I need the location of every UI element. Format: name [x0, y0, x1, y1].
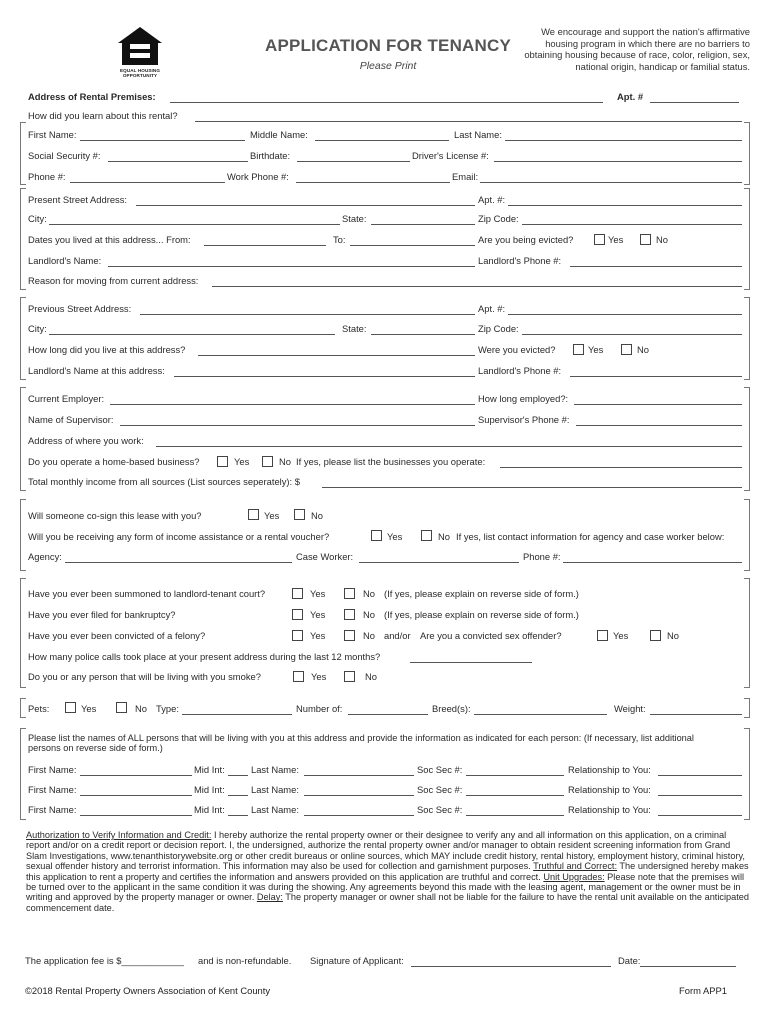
agency-phone-label: Phone #:: [523, 551, 561, 562]
pets-yes-label: Yes: [81, 703, 97, 714]
reason-moving-label: Reason for moving from current address:: [28, 275, 199, 286]
bankruptcy-no-label: No: [363, 609, 375, 620]
present-street-row: [28, 194, 742, 208]
applicant-id-row: [28, 150, 742, 164]
pet-type-field[interactable]: [182, 714, 292, 715]
court-label: Have you ever been summoned to landlord-tenant court?: [28, 588, 266, 599]
home-business-row: [28, 456, 742, 470]
section-bracket-right: [744, 387, 750, 491]
pet-type-label: Type:: [156, 703, 179, 714]
police-calls-label: How many police calls took place at your present address during the last 12 months?: [28, 651, 381, 662]
agency-phone-field[interactable]: [563, 562, 742, 563]
and-or-label: and/or: [384, 630, 411, 641]
supervisor-name-label: Name of Supervisor:: [28, 414, 114, 425]
section-bracket-left: [20, 728, 26, 820]
person-soc-sec-label: Soc Sec #:: [417, 804, 463, 815]
monthly-income-label: Total monthly income from all sources (List sources seperately): $: [28, 476, 300, 487]
form-id: Form APP1: [679, 985, 727, 996]
supervisor-phone-field[interactable]: [576, 425, 742, 426]
previous-landlord-row: [28, 365, 742, 379]
person-first-name-label: First Name:: [28, 804, 77, 815]
smoke-row: [28, 671, 742, 685]
signature-date-field[interactable]: [640, 966, 736, 967]
previous-state-field[interactable]: [371, 334, 475, 335]
sex-offender-yes-label: Yes: [613, 630, 629, 641]
pet-weight-label: Weight:: [614, 703, 646, 714]
person-relationship-field[interactable]: [658, 815, 742, 816]
non-refundable-label: and is non-refundable.: [198, 955, 292, 966]
drivers-license-label: Driver's License #:: [412, 150, 489, 161]
previous-street-row: [28, 303, 742, 317]
present-dates-row: [28, 234, 742, 248]
pet-number-field[interactable]: [348, 714, 428, 715]
section-bracket-right: [744, 122, 750, 185]
home-business-no-checkbox[interactable]: [262, 456, 273, 467]
email-field[interactable]: [480, 182, 742, 183]
work-address-field[interactable]: [156, 446, 742, 447]
section-bracket-left: [20, 188, 26, 290]
cosign-no-checkbox[interactable]: [294, 509, 305, 520]
middle-name-field[interactable]: [315, 140, 449, 141]
pets-yes-checkbox[interactable]: [65, 702, 76, 713]
present-city-label: City:: [28, 213, 47, 224]
person-first-name-field[interactable]: [80, 775, 192, 776]
birthdate-field[interactable]: [297, 161, 410, 162]
signature-date-label: Date:: [618, 955, 641, 966]
how-long-lived-field[interactable]: [198, 355, 475, 356]
smoke-no-checkbox[interactable]: [344, 671, 355, 682]
person-soc-sec-label: Soc Sec #:: [417, 784, 463, 795]
voucher-no-checkbox[interactable]: [421, 530, 432, 541]
sex-offender-label: Are you a convicted sex offender?: [420, 630, 562, 641]
employer-row: [28, 393, 742, 407]
cosign-yes-label: Yes: [264, 510, 280, 521]
voucher-row: [28, 531, 742, 545]
police-calls-field[interactable]: [410, 662, 532, 663]
cosign-row: [28, 510, 742, 524]
email-label: Email:: [452, 171, 479, 182]
persons-instructions: Please list the names of ALL persons that will be living with you at this address and provide the information as indicated for each person: (If necessary, list additional persons on reverse side of form.): [28, 733, 694, 754]
equal-housing-logo: [114, 26, 166, 78]
section-bracket-left: [20, 499, 26, 571]
being-evicted-yes-checkbox[interactable]: [594, 234, 605, 245]
being-evicted-no-checkbox[interactable]: [640, 234, 651, 245]
present-landlord-row: [28, 255, 742, 269]
signature-field[interactable]: [411, 966, 611, 967]
person-relationship-label: Relationship to You:: [568, 784, 651, 795]
dates-from-label: Dates you lived at this address... From:: [28, 234, 191, 245]
voucher-yes-label: Yes: [387, 531, 403, 542]
dates-from-field[interactable]: [204, 245, 326, 246]
person-row: [28, 784, 742, 798]
agency-label: Agency:: [28, 551, 62, 562]
work-address-row: [28, 435, 742, 449]
felony-no-label: No: [363, 630, 375, 641]
previous-street-label: Previous Street Address:: [28, 303, 132, 314]
section-bracket-right: [744, 188, 750, 290]
reason-moving-field[interactable]: [212, 286, 742, 287]
section-bracket-right: [744, 728, 750, 820]
court-no-checkbox[interactable]: [344, 588, 355, 599]
section-bracket-left: [20, 698, 26, 718]
supervisor-name-field[interactable]: [120, 425, 475, 426]
previous-city-field[interactable]: [49, 334, 335, 335]
section-bracket-left: [20, 297, 26, 380]
applicant-contact-row: [28, 171, 742, 185]
person-relationship-label: Relationship to You:: [568, 764, 651, 775]
how-long-employed-field[interactable]: [574, 404, 742, 405]
present-landlord-phone-field[interactable]: [570, 266, 742, 267]
being-evicted-no-label: No: [656, 234, 668, 245]
ssn-field[interactable]: [108, 161, 248, 162]
reason-moving-row: [28, 275, 742, 289]
person-last-name-field[interactable]: [304, 815, 414, 816]
current-employer-label: Current Employer:: [28, 393, 105, 404]
signature-row: [25, 955, 742, 969]
delay-heading: Delay:: [256, 892, 283, 903]
last-name-field[interactable]: [505, 140, 742, 141]
address-of-rental-premises-field[interactable]: [170, 102, 603, 103]
previous-duration-row: [28, 344, 742, 358]
present-apt-field[interactable]: [508, 205, 742, 206]
previous-landlord-label: Landlord's Name at this address:: [28, 365, 165, 376]
bankruptcy-explain-label: (If yes, please explain on reverse side of form.): [384, 609, 579, 620]
person-soc-sec-label: Soc Sec #:: [417, 764, 463, 775]
applicant-name-row: [28, 129, 742, 143]
voucher-if-yes-label: If yes, list contact information for agency and case worker below:: [456, 531, 725, 542]
previous-city-label: City:: [28, 323, 47, 334]
home-business-if-yes-label: If yes, please list the businesses you operate:: [296, 456, 486, 467]
person-row: [28, 804, 742, 818]
cosign-no-label: No: [311, 510, 323, 521]
case-worker-field[interactable]: [359, 562, 519, 563]
felony-yes-label: Yes: [310, 630, 326, 641]
person-last-name-field[interactable]: [304, 795, 414, 796]
court-yes-checkbox[interactable]: [292, 588, 303, 599]
pets-label: Pets:: [28, 703, 50, 714]
bankruptcy-label: Have you ever filed for bankruptcy?: [28, 609, 176, 620]
birthdate-label: Birthdate:: [250, 150, 291, 161]
work-phone-field[interactable]: [296, 182, 450, 183]
address-of-rental-premises-label: Address of Rental Premises:: [28, 91, 156, 102]
pet-breed-field[interactable]: [474, 714, 607, 715]
felony-no-checkbox[interactable]: [344, 630, 355, 641]
supervisor-phone-label: Supervisor's Phone #:: [478, 414, 570, 425]
home-business-label: Do you operate a home-based business?: [28, 456, 200, 467]
pets-no-checkbox[interactable]: [116, 702, 127, 713]
section-bracket-left: [20, 122, 26, 185]
previous-landlord-field[interactable]: [174, 376, 475, 377]
home-business-yes-checkbox[interactable]: [217, 456, 228, 467]
bankruptcy-no-checkbox[interactable]: [344, 609, 355, 620]
smoke-yes-label: Yes: [311, 671, 327, 682]
person-mid-int-field[interactable]: [228, 815, 248, 816]
were-evicted-no-checkbox[interactable]: [621, 344, 632, 355]
were-evicted-label: Were you evicted?: [478, 344, 556, 355]
drivers-license-field[interactable]: [494, 161, 742, 162]
authorization-heading: Authorization to Verify Information and Credit:: [26, 830, 212, 840]
phone-field[interactable]: [70, 182, 225, 183]
ssn-label: Social Security #:: [28, 150, 101, 161]
being-evicted-yes-label: Yes: [608, 234, 624, 245]
page-title: APPLICATION FOR TENANCY: [264, 36, 512, 55]
pets-row: [28, 703, 742, 717]
present-zip-label: Zip Code:: [478, 213, 519, 224]
sex-offender-no-checkbox[interactable]: [650, 630, 661, 641]
person-relationship-field[interactable]: [658, 775, 742, 776]
person-mid-int-field[interactable]: [228, 775, 248, 776]
monthly-income-field[interactable]: [322, 487, 742, 488]
court-no-label: No: [363, 588, 375, 599]
present-landlord-phone-label: Landlord's Phone #:: [478, 255, 562, 266]
were-evicted-no-label: No: [637, 344, 649, 355]
section-bracket-right: [744, 297, 750, 380]
work-address-label: Address of where you work:: [28, 435, 144, 446]
previous-zip-label: Zip Code:: [478, 323, 519, 334]
court-row: [28, 588, 742, 602]
voucher-yes-checkbox[interactable]: [371, 530, 382, 541]
present-landlord-label: Landlord's Name:: [28, 255, 102, 266]
apt-number-label: Apt. #: [617, 91, 644, 102]
learn-about-label: How did you learn about this rental?: [28, 110, 178, 121]
section-bracket-right: [744, 698, 750, 718]
person-row: [28, 764, 742, 778]
court-explain-label: (If yes, please explain on reverse side of form.): [384, 588, 579, 599]
signature-label: Signature of Applicant:: [310, 955, 404, 966]
how-long-employed-label: How long employed?:: [478, 393, 569, 404]
apt-number-field[interactable]: [650, 102, 739, 103]
present-street-field[interactable]: [136, 205, 475, 206]
person-soc-sec-field[interactable]: [466, 795, 564, 796]
felony-label: Have you ever been convicted of a felony?: [28, 630, 206, 641]
pet-breed-label: Breed(s):: [432, 703, 471, 714]
previous-zip-field[interactable]: [522, 334, 742, 335]
present-apt-label: Apt. #:: [478, 194, 506, 205]
person-first-name-field[interactable]: [80, 795, 192, 796]
home-business-list-field[interactable]: [500, 467, 742, 468]
home-business-no-label: No: [279, 456, 291, 467]
pet-number-label: Number of:: [296, 703, 343, 714]
authorization-text: I hereby authorize the rental property owner or their designee to verify any and all information on this application, on a criminal report and/or on a credit report or decision report. I, the undersigned, authorize the rental property owner and/or manager to obtain resident screening information from Grand Slam Investigations, www.tenanthistorywebsite.org or other credit bureaus or online sources, which MAY include credit history, rental history, employment history, criminal history, sexual offender history and terrorist information. This information may also be used for collection and garnishment purposes.: [26, 830, 745, 872]
person-mid-int-field[interactable]: [228, 795, 248, 796]
bankruptcy-yes-label: Yes: [310, 609, 326, 620]
how-long-lived-label: How long did you live at this address?: [28, 344, 186, 355]
authorization-paragraph: [26, 830, 750, 913]
previous-apt-field[interactable]: [508, 314, 742, 315]
person-first-name-label: First Name:: [28, 784, 77, 795]
unit-upgrades-heading: Unit Upgrades:: [543, 871, 605, 882]
agency-row: [28, 551, 742, 565]
were-evicted-yes-label: Yes: [588, 344, 604, 355]
application-fee-label: The application fee is $____________: [25, 955, 184, 966]
pets-no-label: No: [135, 703, 147, 714]
dates-to-field[interactable]: [350, 245, 475, 246]
person-mid-int-label: Mid Int:: [194, 764, 225, 775]
present-street-label: Present Street Address:: [28, 194, 128, 205]
work-phone-label: Work Phone #:: [227, 171, 289, 182]
income-row: [28, 476, 742, 490]
truthful-heading: Truthful and Correct:: [533, 861, 618, 872]
felony-yes-checkbox[interactable]: [292, 630, 303, 641]
voucher-no-label: No: [438, 531, 450, 542]
person-mid-int-label: Mid Int:: [194, 804, 225, 815]
present-state-label: State:: [342, 213, 367, 224]
supervisor-row: [28, 414, 742, 428]
being-evicted-label: Are you being evicted?: [478, 234, 574, 245]
person-first-name-label: First Name:: [28, 764, 77, 775]
present-zip-field[interactable]: [522, 224, 742, 225]
section-bracket-left: [20, 387, 26, 491]
person-relationship-label: Relationship to You:: [568, 804, 651, 815]
phone-label: Phone #:: [28, 171, 66, 182]
cosign-label: Will someone co-sign this lease with you?: [28, 510, 202, 521]
truthful-text: The undersigned hereby makes this application to rent a property and certifies the information and answers provided on this application are truthful and correct.: [26, 861, 749, 882]
agency-field[interactable]: [65, 562, 292, 563]
dates-to-label: To:: [333, 234, 346, 245]
previous-apt-label: Apt. #:: [478, 303, 506, 314]
case-worker-label: Case Worker:: [296, 551, 354, 562]
person-last-name-label: Last Name:: [251, 804, 299, 815]
section-bracket-right: [744, 499, 750, 571]
person-soc-sec-field[interactable]: [466, 815, 564, 816]
copyright: ©2018 Rental Property Owners Association of Kent County: [25, 985, 271, 996]
felony-row: [28, 630, 742, 644]
first-name-label: First Name:: [28, 129, 77, 140]
person-first-name-field[interactable]: [80, 815, 192, 816]
police-calls-row: [28, 651, 742, 665]
previous-landlord-phone-field[interactable]: [570, 376, 742, 377]
smoke-label: Do you or any person that will be living with you smoke?: [28, 671, 261, 682]
person-last-name-field[interactable]: [304, 775, 414, 776]
smoke-yes-checkbox[interactable]: [293, 671, 304, 682]
previous-state-label: State:: [342, 323, 367, 334]
fair-housing-notice: We encourage and support the nation's affirmative housing program in which there are no barriers to obtaining housing because of race, color, religion, sex, national origin, handicap or familial status.: [524, 26, 750, 72]
present-city-field[interactable]: [49, 224, 340, 225]
page-subtitle: Please Print: [359, 60, 417, 72]
sex-offender-no-label: No: [667, 630, 679, 641]
previous-city-row: [28, 323, 742, 337]
bankruptcy-row: [28, 609, 742, 623]
previous-street-field[interactable]: [140, 314, 475, 315]
present-state-field[interactable]: [371, 224, 475, 225]
person-last-name-label: Last Name:: [251, 764, 299, 775]
current-employer-field[interactable]: [110, 404, 475, 405]
first-name-field[interactable]: [80, 140, 245, 141]
equal-housing-text: EQUAL HOUSING OPPORTUNITY: [119, 68, 160, 78]
home-business-yes-label: Yes: [234, 456, 250, 467]
middle-name-label: Middle Name:: [250, 129, 308, 140]
present-landlord-field[interactable]: [108, 266, 475, 267]
sex-offender-yes-checkbox[interactable]: [597, 630, 608, 641]
section-bracket-right: [744, 578, 750, 688]
were-evicted-yes-checkbox[interactable]: [573, 344, 584, 355]
delay-text: The property manager or owner shall not be liable for the failure to have the rental unit available on the anticipated commencement date.: [26, 892, 750, 913]
court-yes-label: Yes: [310, 588, 326, 599]
person-soc-sec-field[interactable]: [466, 775, 564, 776]
pet-weight-field[interactable]: [650, 714, 742, 715]
bankruptcy-yes-checkbox[interactable]: [292, 609, 303, 620]
section-bracket-left: [20, 578, 26, 688]
equal-housing-icon: [117, 26, 163, 66]
present-city-row: [28, 213, 742, 227]
voucher-label: Will you be receiving any form of income assistance or a rental voucher?: [28, 531, 330, 542]
person-mid-int-label: Mid Int:: [194, 784, 225, 795]
person-relationship-field[interactable]: [658, 795, 742, 796]
last-name-label: Last Name:: [454, 129, 502, 140]
cosign-yes-checkbox[interactable]: [248, 509, 259, 520]
unit-upgrades-text: Please note that the premises will be turned over to the applicant in the same condition it was during the showing. Any agreements beyond this made with the leasing agent, management or the owner must be in writing and approved by the property manager or owner.: [26, 871, 745, 903]
smoke-no-label: No: [365, 671, 377, 682]
person-last-name-label: Last Name:: [251, 784, 299, 795]
previous-landlord-phone-label: Landlord's Phone #:: [478, 365, 562, 376]
rental-premises-row: [28, 91, 742, 105]
